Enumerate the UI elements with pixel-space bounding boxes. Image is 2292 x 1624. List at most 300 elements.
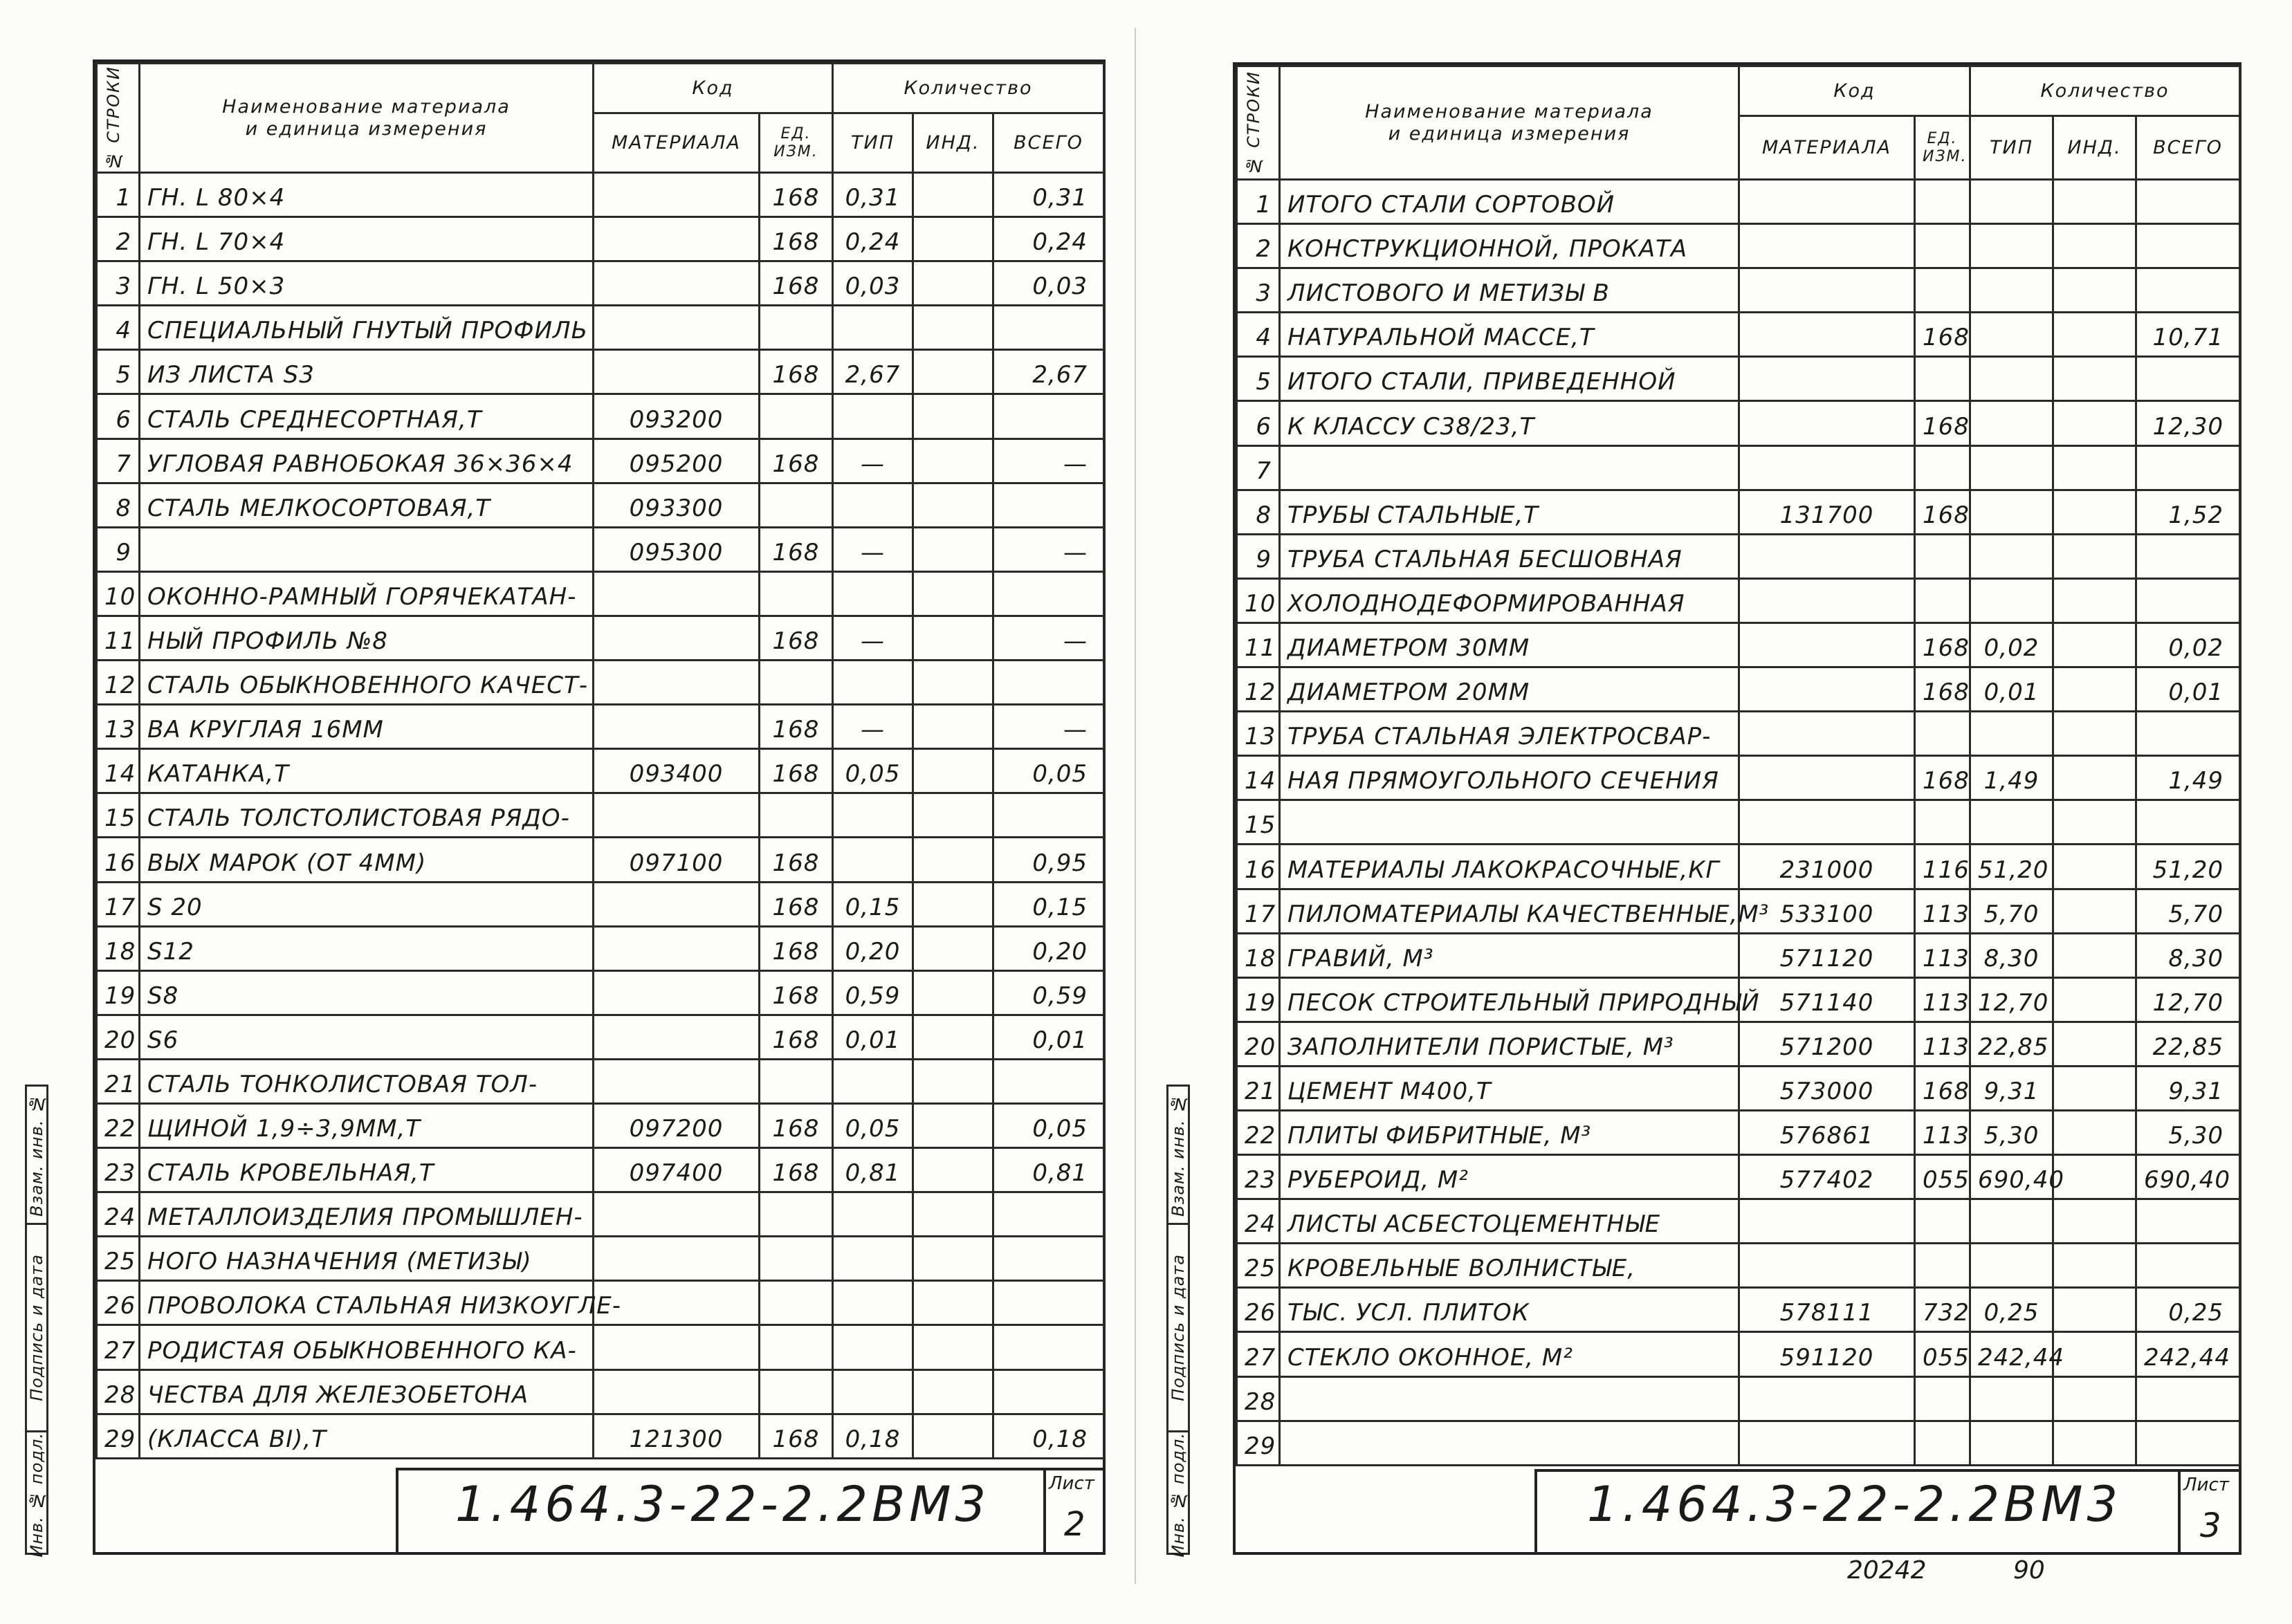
qty-ind-cell (913, 926, 993, 970)
row-number-cell: 7 (97, 439, 140, 483)
qty-type-cell (1970, 1376, 2053, 1421)
qty-ind-cell (2053, 1022, 2136, 1066)
material-code-cell (594, 793, 760, 838)
table-row (1237, 1288, 2240, 1332)
material-code-cell (1739, 578, 1915, 622)
qty-total-cell (2136, 1199, 2240, 1244)
unit-code-cell: 168 (760, 926, 833, 970)
material-name-cell: ПЕСОК СТРОИТЕЛЬНЫЙ ПРИРОДНЫЙ (1280, 977, 1739, 1022)
unit-code-cell: 168 (760, 217, 833, 261)
unit-code-cell: 168 (760, 1414, 833, 1458)
material-code-cell: 097200 (594, 1103, 760, 1147)
material-code-cell: 097400 (594, 1148, 760, 1192)
qty-total-cell: 0,05 (993, 749, 1104, 793)
table-row (97, 838, 1104, 882)
header-total: ВСЕГО (993, 113, 1104, 173)
material-code-cell (1739, 445, 1915, 490)
unit-code-cell (1915, 1376, 1970, 1421)
table-row (1237, 1199, 2240, 1244)
material-code-cell (594, 1192, 760, 1237)
material-name-cell: РОДИСТАЯ ОБЫКНОВЕННОГО КА- (140, 1325, 594, 1369)
qty-ind-cell (913, 261, 993, 306)
material-name-cell (1280, 1376, 1739, 1421)
table-row (97, 705, 1104, 749)
qty-total-cell: — (993, 527, 1104, 571)
material-code-cell (594, 1237, 760, 1281)
material-code-cell: 131700 (1739, 490, 1915, 534)
qty-type-cell: 0,31 (833, 173, 913, 217)
table-row (1237, 622, 2240, 667)
header-ind: ИНД. (2053, 116, 2136, 180)
row-number-cell: 2 (97, 217, 140, 261)
row-number-cell: 11 (1237, 622, 1280, 667)
row-number-cell: 11 (97, 616, 140, 660)
material-code-cell (594, 306, 760, 350)
qty-ind-cell (913, 1192, 993, 1237)
qty-total-cell (2136, 357, 2240, 401)
header-code: Код (594, 64, 833, 113)
unit-code-cell: 168 (760, 527, 833, 571)
right-sheet-label: Лист (2183, 1475, 2229, 1495)
material-name-cell: ЗАПОЛНИТЕЛИ ПОРИСТЫЕ, М³ (1280, 1022, 1739, 1066)
qty-total-cell (993, 571, 1104, 616)
table-row (97, 1325, 1104, 1369)
material-name-cell: ГН. L 50×3 (140, 261, 594, 306)
material-code-cell: 121300 (594, 1414, 760, 1458)
header-total: ВСЕГО (2136, 116, 2240, 180)
row-number-cell: 27 (1237, 1332, 1280, 1376)
table-row (97, 483, 1104, 527)
left-spec-table (95, 62, 1105, 1459)
qty-type-cell: 8,30 (1970, 933, 2053, 977)
qty-total-cell: 0,03 (993, 261, 1104, 306)
material-name-cell: ЛИСТЫ АСБЕСТОЦЕМЕНТНЫЕ (1280, 1199, 1739, 1244)
qty-ind-cell (2053, 180, 2136, 224)
qty-type-cell: 9,31 (1970, 1066, 2053, 1110)
material-name-cell: СТАЛЬ ТОЛСТОЛИСТОВАЯ РЯДО- (140, 793, 594, 838)
qty-total-cell (993, 793, 1104, 838)
unit-code-cell: 732 (1915, 1288, 1970, 1332)
unit-code-cell (760, 483, 833, 527)
material-name-cell: ЦЕМЕНТ М400,Т (1280, 1066, 1739, 1110)
right-designation: 1.464.3-22-2.2ВМ3 (1587, 1476, 2123, 1533)
page-fold (1135, 28, 1136, 1584)
material-name-cell: КАТАНКА,Т (140, 749, 594, 793)
table-row (1237, 889, 2240, 933)
qty-ind-cell (2053, 1066, 2136, 1110)
row-number-cell: 14 (97, 749, 140, 793)
qty-ind-cell (913, 616, 993, 660)
row-number-cell: 28 (97, 1369, 140, 1414)
qty-total-cell: 0,59 (993, 970, 1104, 1015)
unit-code-cell: 168 (1915, 667, 1970, 712)
qty-type-cell (833, 1059, 913, 1103)
material-code-cell (594, 926, 760, 970)
material-code-cell (594, 173, 760, 217)
row-number-cell: 21 (1237, 1066, 1280, 1110)
unit-code-cell (760, 571, 833, 616)
row-number-cell: 25 (97, 1237, 140, 1281)
qty-ind-cell (913, 527, 993, 571)
header-code-unit: ЕД. ИЗМ. (760, 113, 833, 173)
unit-code-cell (1915, 357, 1970, 401)
material-code-cell (594, 970, 760, 1015)
qty-type-cell: 0,01 (1970, 667, 2053, 712)
qty-type-cell: 0,24 (833, 217, 913, 261)
material-name-cell: КРОВЕЛЬНЫЕ ВОЛНИСТЫЕ, (1280, 1244, 1739, 1288)
material-name-cell: ТЫС. УСЛ. ПЛИТОК (1280, 1288, 1739, 1332)
qty-total-cell: — (993, 439, 1104, 483)
material-name-cell: СПЕЦИАЛЬНЫЙ ГНУТЫЙ ПРОФИЛЬ (140, 306, 594, 350)
material-name-cell: ДИАМЕТРОМ 30ММ (1280, 622, 1739, 667)
left-table-header (97, 64, 1104, 173)
row-number-cell: 25 (1237, 1244, 1280, 1288)
qty-total-cell: 8,30 (2136, 933, 2240, 977)
unit-code-cell: 168 (760, 1103, 833, 1147)
material-name-cell: S6 (140, 1015, 594, 1059)
table-row (97, 571, 1104, 616)
row-number-cell: 16 (1237, 845, 1280, 889)
left-sheet-number: 2 (1064, 1505, 1085, 1544)
side-stamp-cell: Подпись и дата (27, 1225, 46, 1432)
unit-code-cell: 168 (1915, 756, 1970, 800)
material-code-cell (594, 1059, 760, 1103)
qty-type-cell (1970, 490, 2053, 534)
qty-type-cell: 2,67 (833, 350, 913, 394)
unit-code-cell: 168 (760, 439, 833, 483)
qty-ind-cell (2053, 712, 2136, 756)
material-name-cell (140, 527, 594, 571)
qty-ind-cell (2053, 1199, 2136, 1244)
right-table-body (1237, 180, 2240, 1466)
material-code-cell (1739, 1421, 1915, 1465)
header-name: Наименование материала и единица измерения (140, 64, 594, 173)
qty-type-cell (1970, 224, 2053, 268)
qty-total-cell: — (993, 705, 1104, 749)
qty-type-cell (833, 571, 913, 616)
table-row (97, 616, 1104, 660)
material-name-cell: ВА КРУГЛАЯ 16ММ (140, 705, 594, 749)
material-name-cell: МАТЕРИАЛЫ ЛАКОКРАСОЧНЫЕ,КГ (1280, 845, 1739, 889)
material-code-cell (1739, 313, 1915, 357)
row-number-cell: 15 (1237, 800, 1280, 845)
material-code-cell: 571140 (1739, 977, 1915, 1022)
row-number-cell: 17 (97, 882, 140, 926)
row-number-cell: 10 (1237, 578, 1280, 622)
material-name-cell: СТАЛЬ ТОНКОЛИСТОВАЯ ТОЛ- (140, 1059, 594, 1103)
unit-code-cell: 113 (1915, 889, 1970, 933)
qty-ind-cell (2053, 1288, 2136, 1332)
table-row (97, 439, 1104, 483)
row-number-cell: 24 (97, 1192, 140, 1237)
qty-total-cell (993, 661, 1104, 705)
qty-total-cell (993, 483, 1104, 527)
row-number-cell: 5 (1237, 357, 1280, 401)
row-number-cell: 22 (1237, 1110, 1280, 1154)
row-number-cell: 23 (1237, 1155, 1280, 1199)
table-row (97, 261, 1104, 306)
row-number-cell: 13 (1237, 712, 1280, 756)
qty-total-cell: 0,02 (2136, 622, 2240, 667)
qty-total-cell (2136, 445, 2240, 490)
left-designation: 1.464.3-22-2.2ВМ3 (455, 1476, 991, 1533)
material-name-cell: ВЫХ МАРОК (ОТ 4ММ) (140, 838, 594, 882)
unit-code-cell: 168 (760, 261, 833, 306)
row-number-cell: 2 (1237, 224, 1280, 268)
table-row (97, 350, 1104, 394)
unit-code-cell (760, 793, 833, 838)
material-name-cell: ИТОГО СТАЛИ, ПРИВЕДЕННОЙ (1280, 357, 1739, 401)
qty-ind-cell (2053, 800, 2136, 845)
archive-number: 20242 (1847, 1556, 1927, 1585)
qty-type-cell: — (833, 705, 913, 749)
unit-code-cell (1915, 1244, 1970, 1288)
material-code-cell: 097100 (594, 838, 760, 882)
material-name-cell: ИТОГО СТАЛИ СОРТОВОЙ (1280, 180, 1739, 224)
right-spec-table (1236, 65, 2241, 1466)
left-sheet-frame (93, 59, 1106, 1555)
material-code-cell: 573000 (1739, 1066, 1915, 1110)
qty-total-cell: 12,70 (2136, 977, 2240, 1022)
material-name-cell: ИЗ ЛИСТА S3 (140, 350, 594, 394)
qty-ind-cell (913, 1281, 993, 1325)
material-name-cell: СТАЛЬ ОБЫКНОВЕННОГО КАЧЕСТ- (140, 661, 594, 705)
row-number-cell: 27 (97, 1325, 140, 1369)
qty-total-cell: 51,20 (2136, 845, 2240, 889)
qty-type-cell (833, 793, 913, 838)
material-code-cell (1739, 224, 1915, 268)
row-number-cell: 9 (97, 527, 140, 571)
qty-ind-cell (913, 217, 993, 261)
row-number-cell: 18 (1237, 933, 1280, 977)
qty-total-cell: 1,49 (2136, 756, 2240, 800)
qty-type-cell: — (833, 616, 913, 660)
unit-code-cell: 168 (760, 350, 833, 394)
qty-total-cell (993, 1281, 1104, 1325)
right-table-header (1237, 66, 2240, 180)
qty-ind-cell (913, 1237, 993, 1281)
qty-ind-cell (913, 1369, 993, 1414)
table-row (1237, 933, 2240, 977)
qty-type-cell (1970, 534, 2053, 578)
unit-code-cell (1915, 800, 1970, 845)
row-number-cell: 19 (1237, 977, 1280, 1022)
side-stamp-cell: Взам. инв. № (27, 1087, 46, 1225)
qty-total-cell (2136, 578, 2240, 622)
material-code-cell (1739, 667, 1915, 712)
material-code-cell (594, 661, 760, 705)
table-row (97, 793, 1104, 838)
qty-type-cell: 0,05 (833, 749, 913, 793)
unit-code-cell: 168 (1915, 313, 1970, 357)
table-row (1237, 1376, 2240, 1421)
qty-total-cell: 0,18 (993, 1414, 1104, 1458)
qty-type-cell (833, 394, 913, 439)
qty-total-cell: 0,95 (993, 838, 1104, 882)
table-row (97, 217, 1104, 261)
qty-total-cell (993, 1059, 1104, 1103)
material-code-cell (594, 1325, 760, 1369)
material-code-cell (594, 1369, 760, 1414)
material-name-cell: ТРУБА СТАЛЬНАЯ ЭЛЕКТРОСВАР- (1280, 712, 1739, 756)
unit-code-cell (1915, 445, 1970, 490)
unit-code-cell (1915, 1199, 1970, 1244)
table-row (97, 1369, 1104, 1414)
table-row (1237, 800, 2240, 845)
material-code-cell (1739, 534, 1915, 578)
row-number-cell: 26 (1237, 1288, 1280, 1332)
qty-ind-cell (913, 1103, 993, 1147)
qty-ind-cell (913, 749, 993, 793)
table-row (1237, 1421, 2240, 1465)
unit-code-cell: 168 (760, 749, 833, 793)
material-name-cell (1280, 1421, 1739, 1465)
qty-total-cell (2136, 1244, 2240, 1288)
material-name-cell: S12 (140, 926, 594, 970)
qty-ind-cell (913, 439, 993, 483)
row-number-cell: 21 (97, 1059, 140, 1103)
material-name-cell: ГН. L 70×4 (140, 217, 594, 261)
qty-total-cell: 242,44 (2136, 1332, 2240, 1376)
row-number-cell: 6 (1237, 401, 1280, 445)
header-code-material: МАТЕРИАЛА (1739, 116, 1915, 180)
row-number-cell: 29 (97, 1414, 140, 1458)
material-code-cell (594, 571, 760, 616)
table-row (97, 749, 1104, 793)
qty-total-cell: 0,15 (993, 882, 1104, 926)
material-code-cell: 093400 (594, 749, 760, 793)
table-row (1237, 1244, 2240, 1288)
qty-ind-cell (2053, 313, 2136, 357)
material-name-cell: ЩИНОЙ 1,9÷3,9ММ,Т (140, 1103, 594, 1147)
table-row (1237, 401, 2240, 445)
table-row (1237, 667, 2240, 712)
unit-code-cell (1915, 1421, 1970, 1465)
qty-type-cell: — (833, 527, 913, 571)
material-name-cell: ГН. L 80×4 (140, 173, 594, 217)
qty-type-cell (1970, 1199, 2053, 1244)
header-quantity: Количество (1970, 66, 2240, 116)
row-number-cell: 10 (97, 571, 140, 616)
header-type: ТИП (833, 113, 913, 173)
qty-type-cell (833, 661, 913, 705)
table-row (1237, 490, 2240, 534)
unit-code-cell (1915, 712, 1970, 756)
table-row (97, 882, 1104, 926)
material-code-cell: 093300 (594, 483, 760, 527)
row-number-cell: 1 (97, 173, 140, 217)
material-name-cell: СТЕКЛО ОКОННОЕ, М² (1280, 1332, 1739, 1376)
unit-code-cell: 168 (1915, 490, 1970, 534)
material-code-cell (1739, 1244, 1915, 1288)
material-name-cell: ОКОННО-РАМНЫЙ ГОРЯЧЕКАТАН- (140, 571, 594, 616)
table-row (97, 1237, 1104, 1281)
row-number-cell: 26 (97, 1281, 140, 1325)
row-number-cell: 4 (1237, 313, 1280, 357)
side-stamp-left (25, 1085, 48, 1558)
row-number-cell: 19 (97, 970, 140, 1015)
unit-code-cell: 168 (1915, 622, 1970, 667)
material-code-cell: 095300 (594, 527, 760, 571)
qty-ind-cell (2053, 445, 2136, 490)
qty-ind-cell (2053, 756, 2136, 800)
qty-type-cell (1970, 578, 2053, 622)
qty-total-cell: 22,85 (2136, 1022, 2240, 1066)
unit-code-cell: 113 (1915, 933, 1970, 977)
qty-total-cell (2136, 268, 2240, 313)
qty-type-cell: 0,05 (833, 1103, 913, 1147)
material-name-cell: НЫЙ ПРОФИЛЬ №8 (140, 616, 594, 660)
row-number-cell: 9 (1237, 534, 1280, 578)
unit-code-cell (760, 306, 833, 350)
qty-ind-cell (913, 970, 993, 1015)
qty-ind-cell (2053, 845, 2136, 889)
row-number-cell: 12 (97, 661, 140, 705)
row-number-cell: 4 (97, 306, 140, 350)
material-code-cell: 578111 (1739, 1288, 1915, 1332)
qty-type-cell (1970, 268, 2053, 313)
qty-ind-cell (2053, 622, 2136, 667)
page-number: 90 (2013, 1556, 2045, 1585)
qty-type-cell (833, 306, 913, 350)
unit-code-cell (1915, 224, 1970, 268)
qty-total-cell (2136, 800, 2240, 845)
table-row (1237, 977, 2240, 1022)
qty-total-cell: 0,01 (993, 1015, 1104, 1059)
material-code-cell: 577402 (1739, 1155, 1915, 1199)
qty-total-cell: 0,25 (2136, 1288, 2240, 1332)
qty-type-cell (1970, 357, 2053, 401)
qty-ind-cell (2053, 1155, 2136, 1199)
qty-total-cell: — (993, 616, 1104, 660)
qty-type-cell: 0,15 (833, 882, 913, 926)
qty-type-cell: 0,18 (833, 1414, 913, 1458)
side-stamp-cell: Подпись и дата (1168, 1225, 1188, 1432)
material-name-cell: УГЛОВАЯ РАВНОБОКАЯ 36×36×4 (140, 439, 594, 483)
material-code-cell: 571120 (1739, 933, 1915, 977)
row-number-cell: 8 (1237, 490, 1280, 534)
qty-type-cell: 0,81 (833, 1148, 913, 1192)
table-row (1237, 578, 2240, 622)
unit-code-cell: 055 (1915, 1155, 1970, 1199)
qty-type-cell (1970, 800, 2053, 845)
qty-ind-cell (2053, 1421, 2136, 1465)
material-code-cell (594, 705, 760, 749)
material-code-cell (594, 217, 760, 261)
qty-type-cell (833, 1237, 913, 1281)
material-name-cell: НАЯ ПРЯМОУГОЛЬНОГО СЕЧЕНИЯ (1280, 756, 1739, 800)
qty-ind-cell (913, 1148, 993, 1192)
qty-ind-cell (913, 882, 993, 926)
qty-total-cell: 10,71 (2136, 313, 2240, 357)
qty-ind-cell (2053, 357, 2136, 401)
material-name-cell: ПЛИТЫ ФИБРИТНЫЕ, М³ (1280, 1110, 1739, 1154)
left-sheet-label: Лист (1049, 1473, 1094, 1494)
qty-total-cell (2136, 224, 2240, 268)
row-number-cell: 29 (1237, 1421, 1280, 1465)
qty-total-cell: 0,31 (993, 173, 1104, 217)
qty-ind-cell (913, 173, 993, 217)
material-name-cell: S 20 (140, 882, 594, 926)
table-row (1237, 845, 2240, 889)
header-code: Код (1739, 66, 1970, 116)
qty-total-cell: 0,01 (2136, 667, 2240, 712)
qty-total-cell (993, 394, 1104, 439)
row-number-cell: 20 (1237, 1022, 1280, 1066)
unit-code-cell: 113 (1915, 977, 1970, 1022)
material-name-cell: КОНСТРУКЦИОННОЙ, ПРОКАТА (1280, 224, 1739, 268)
qty-type-cell (833, 1325, 913, 1369)
